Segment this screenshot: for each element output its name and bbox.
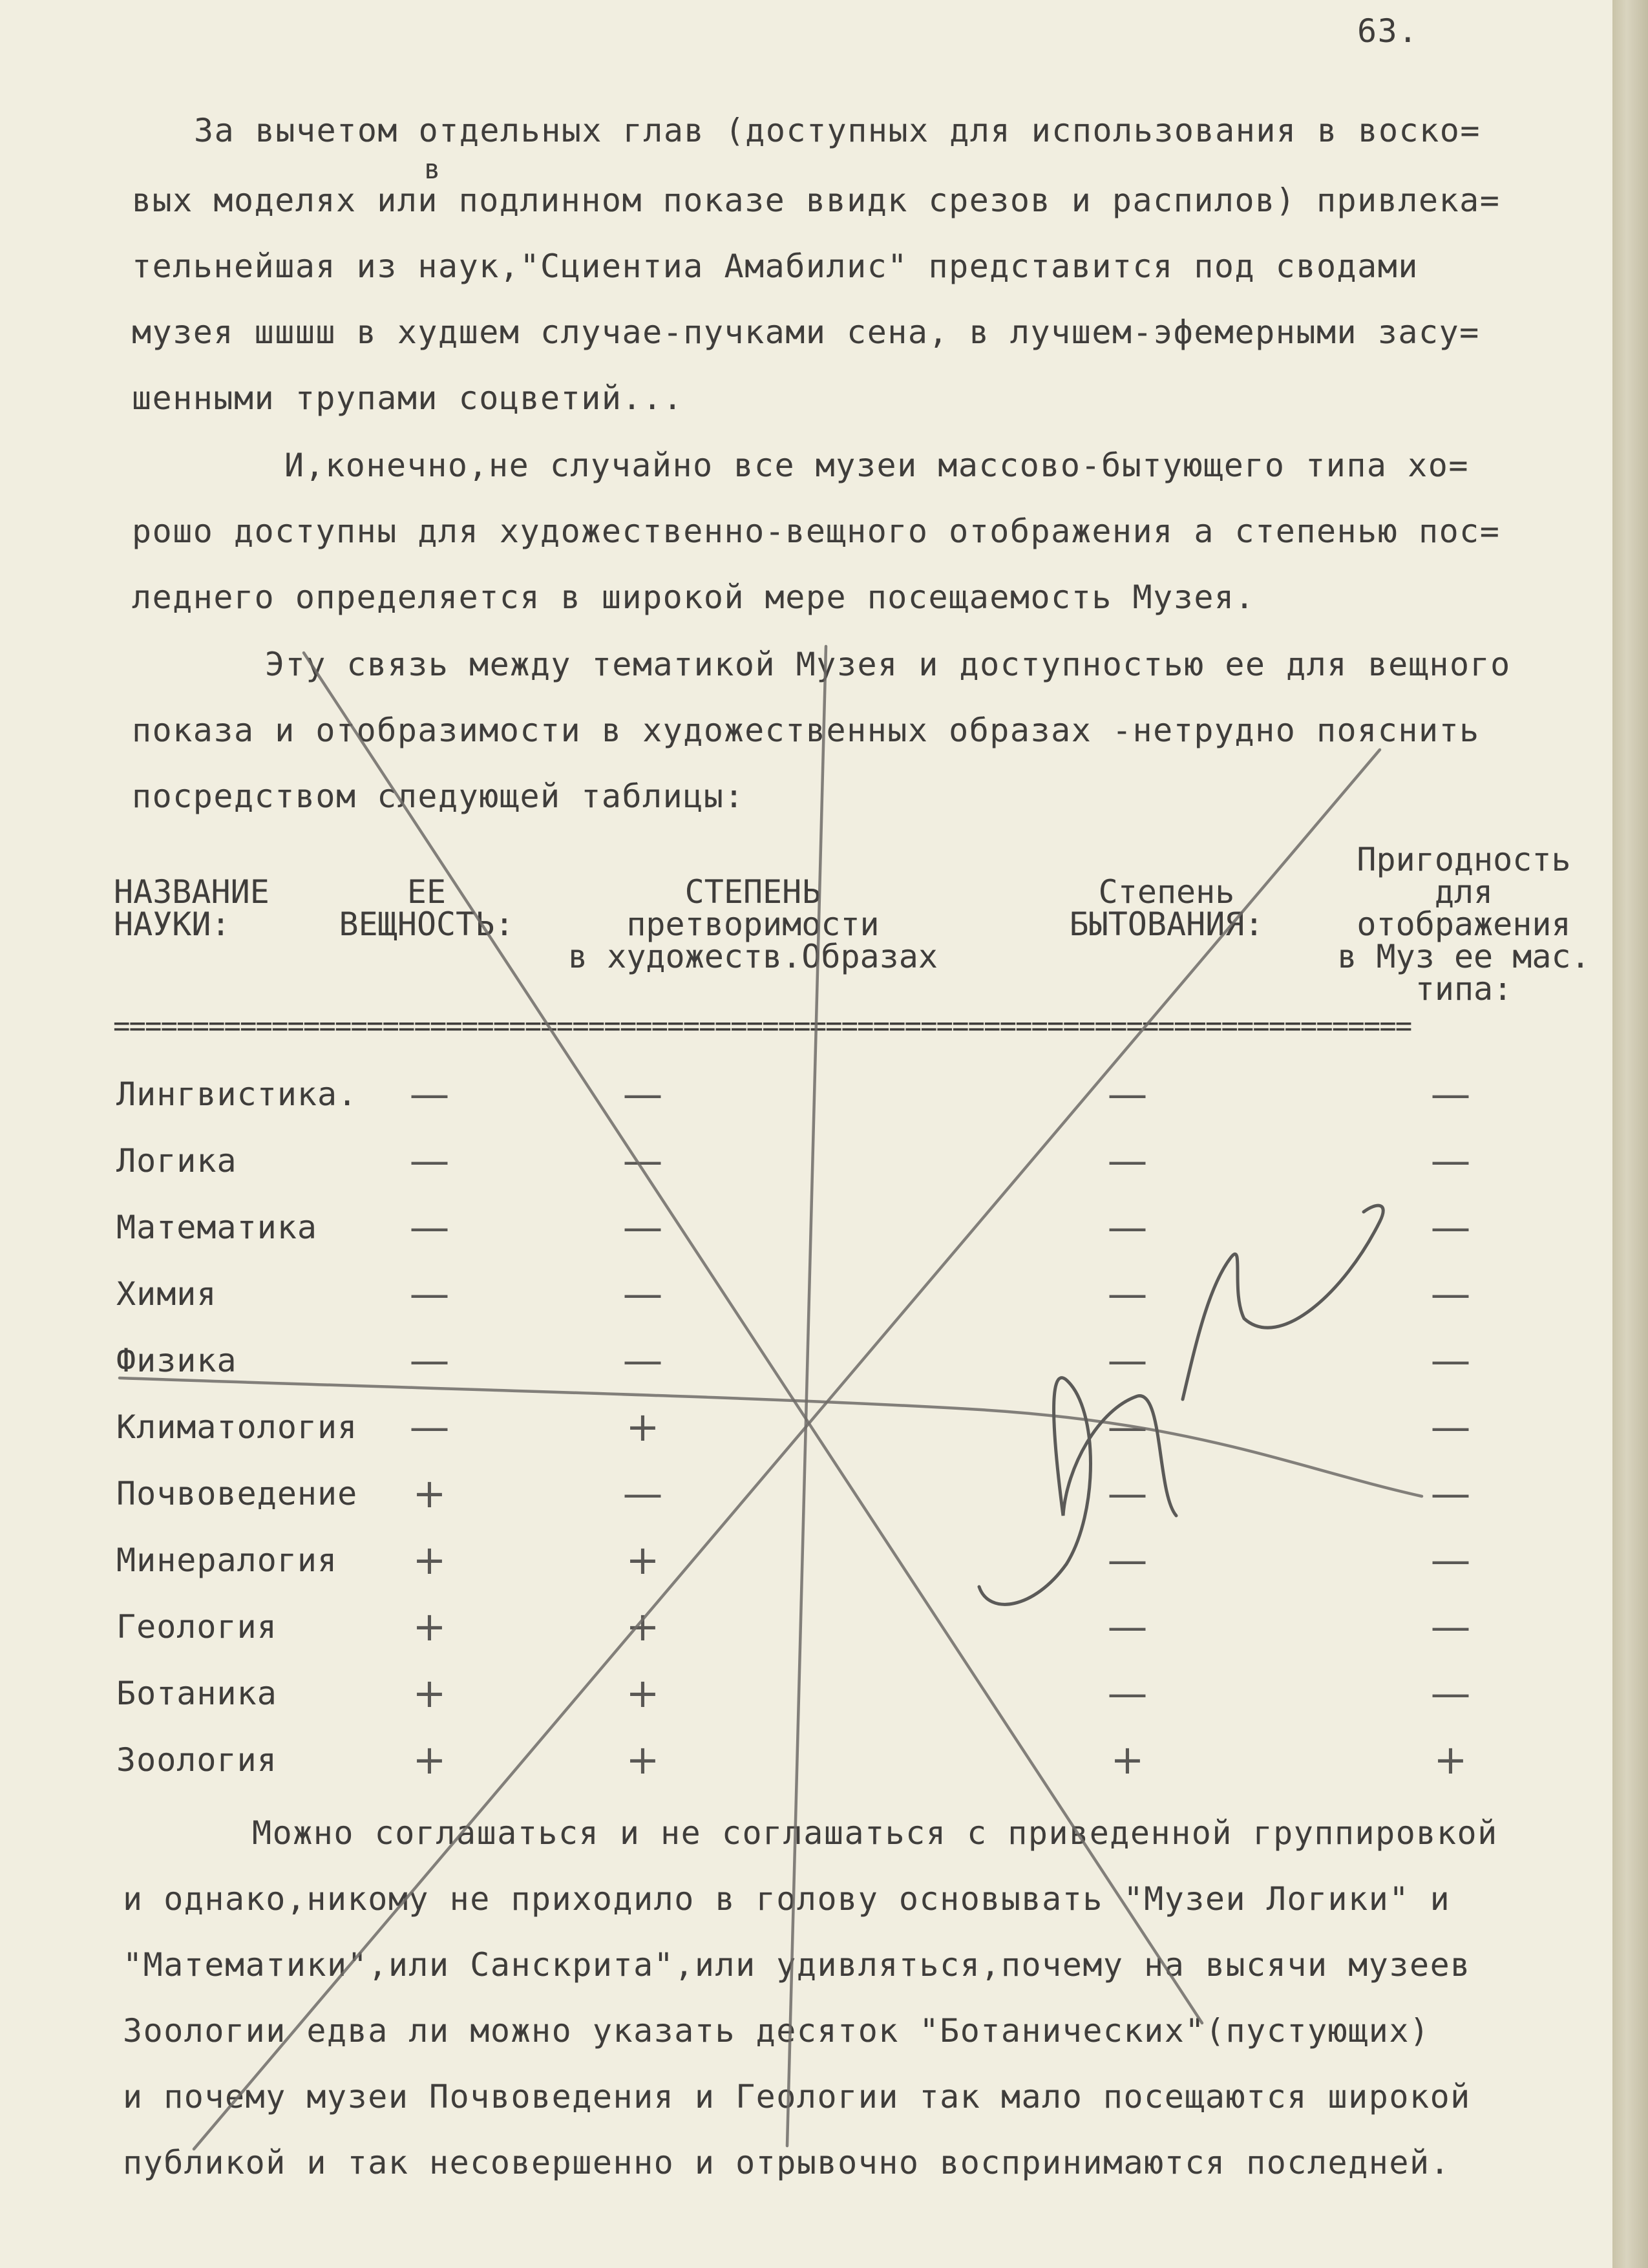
existence-mark: — xyxy=(1107,1536,1148,1584)
text-line: рошо доступны для художественно-вещного отображения а степенью пос= xyxy=(132,513,1501,550)
science-name: Логика xyxy=(116,1142,237,1180)
existence-mark: — xyxy=(1107,1470,1148,1517)
materiality-mark: + xyxy=(412,1603,447,1650)
materiality-mark: — xyxy=(409,1403,450,1450)
science-name: Ботаника xyxy=(116,1675,277,1712)
suitability-mark: + xyxy=(1433,1736,1468,1783)
header-suitability: Пригодность для отображения в Муз ее мас. типа: xyxy=(1337,841,1590,1008)
existence-mark: — xyxy=(1107,1203,1148,1251)
materiality-mark: — xyxy=(409,1203,450,1251)
artistic-mark: — xyxy=(622,1270,664,1317)
science-name: Почвоведение xyxy=(116,1475,358,1512)
text-line: "Математики",или Санскрита",или удивляться,почему на высячи музеев xyxy=(123,1946,1471,1984)
existence-mark: — xyxy=(1107,1337,1148,1384)
science-name: Химия xyxy=(116,1275,217,1313)
text-line: тельнейшая из наук,"Сциентиа Амабилис" представится под сводами xyxy=(132,248,1419,285)
science-name: Геология xyxy=(116,1608,277,1646)
existence-mark: + xyxy=(1110,1736,1145,1783)
header-materiality: ЕЕ ВЕЩНОСТЬ: xyxy=(339,873,514,943)
text-line: леднего определяется в широкой мере посещаемость Музея. xyxy=(132,578,1256,616)
artistic-mark: — xyxy=(622,1337,664,1384)
artistic-mark: + xyxy=(626,1736,660,1783)
materiality-mark: — xyxy=(409,1270,450,1317)
materiality-mark: — xyxy=(409,1137,450,1184)
materiality-mark: + xyxy=(412,1736,447,1783)
double-rule: ================================================================================== xyxy=(113,1010,1411,1043)
page-number: 63. xyxy=(1357,12,1419,50)
text-line: Эту связь между тематикой Музея и доступностью ее для вещного xyxy=(265,646,1511,683)
artistic-mark: — xyxy=(622,1203,664,1251)
materiality-mark: + xyxy=(412,1536,447,1584)
text-line: вых моделях или подлинном показе ввидк срезов и распилов) привлека= xyxy=(132,182,1501,219)
existence-mark: — xyxy=(1107,1270,1148,1317)
text-line: шенными трупами соцветий... xyxy=(132,379,684,417)
suitability-mark: — xyxy=(1430,1470,1472,1517)
text-line: показа и отобразимости в художественных образах -нетрудно пояснить xyxy=(132,712,1480,749)
artistic-mark: — xyxy=(622,1470,664,1517)
text-line: посредством следующей таблицы: xyxy=(132,778,745,815)
pencil-cross-line xyxy=(304,653,1202,2023)
text-line: Зоологии едва ли можно указать десяток "Ботанических"(пустующих) xyxy=(123,2012,1430,2050)
artistic-mark: + xyxy=(626,1403,660,1450)
materiality-mark: + xyxy=(412,1669,447,1717)
materiality-mark: — xyxy=(409,1337,450,1384)
text-line: И,конечно,не случайно все музеи массово-бытующего типа хо= xyxy=(284,447,1469,484)
artistic-mark: + xyxy=(626,1536,660,1584)
text-line: музея шшшш в худшем случае-пучками сена, в лучшем-эфемерными засу= xyxy=(132,313,1480,351)
existence-mark: — xyxy=(1107,1669,1148,1717)
existence-mark: — xyxy=(1107,1137,1148,1184)
text-line: и однако,никому не приходило в голову основывать "Музеи Логики" и xyxy=(123,1880,1451,1918)
science-name: Зоология xyxy=(116,1741,277,1779)
text-line: и почему музеи Почвоведения и Геологии так мало посещаются широкой xyxy=(123,2078,1471,2115)
text-line: За вычетом отдельных глав (доступных для использования в воско= xyxy=(194,112,1481,149)
header-existence: Степень БЫТОВАНИЯ: xyxy=(1069,873,1264,943)
existence-mark: — xyxy=(1107,1403,1148,1450)
pencil-cross-line xyxy=(120,1378,1422,1496)
artistic-mark: + xyxy=(626,1669,660,1717)
suitability-mark: — xyxy=(1430,1536,1472,1584)
handwritten-signature-icon xyxy=(979,1205,1383,1604)
suitability-mark: — xyxy=(1430,1070,1472,1118)
science-name: Климатология xyxy=(116,1408,358,1446)
suitability-mark: — xyxy=(1430,1203,1472,1251)
text-line: публикой и так несовершенно и отрывочно воспринимаются последней. xyxy=(123,2144,1451,2181)
header-science: НАЗВАНИЕ НАУКИ: xyxy=(114,873,269,943)
science-name: Лингвистика. xyxy=(116,1076,358,1113)
text-line: Можно соглашаться и не соглашаться с приведенной группировкой xyxy=(252,1814,1498,1852)
suitability-mark: — xyxy=(1430,1137,1472,1184)
suitability-mark: — xyxy=(1430,1270,1472,1317)
page-edge xyxy=(1612,0,1648,2268)
science-name: Минералогия xyxy=(116,1542,338,1579)
suitability-mark: — xyxy=(1430,1603,1472,1650)
existence-mark: — xyxy=(1107,1070,1148,1118)
materiality-mark: + xyxy=(412,1470,447,1517)
header-artistic: СТЕПЕНЬ претворимости в художеств.Образах xyxy=(568,873,938,975)
pencil-cross-line xyxy=(787,646,826,2146)
pencil-cross-line xyxy=(194,750,1380,2149)
suitability-mark: — xyxy=(1430,1669,1472,1717)
artistic-mark: — xyxy=(622,1070,664,1118)
artistic-mark: + xyxy=(626,1603,660,1650)
science-name: Математика xyxy=(116,1209,318,1246)
insertion-mark: в xyxy=(424,153,441,185)
materiality-mark: — xyxy=(409,1070,450,1118)
suitability-mark: — xyxy=(1430,1337,1472,1384)
existence-mark: — xyxy=(1107,1603,1148,1650)
suitability-mark: — xyxy=(1430,1403,1472,1450)
science-name: Физика xyxy=(116,1342,237,1379)
artistic-mark: — xyxy=(622,1137,664,1184)
